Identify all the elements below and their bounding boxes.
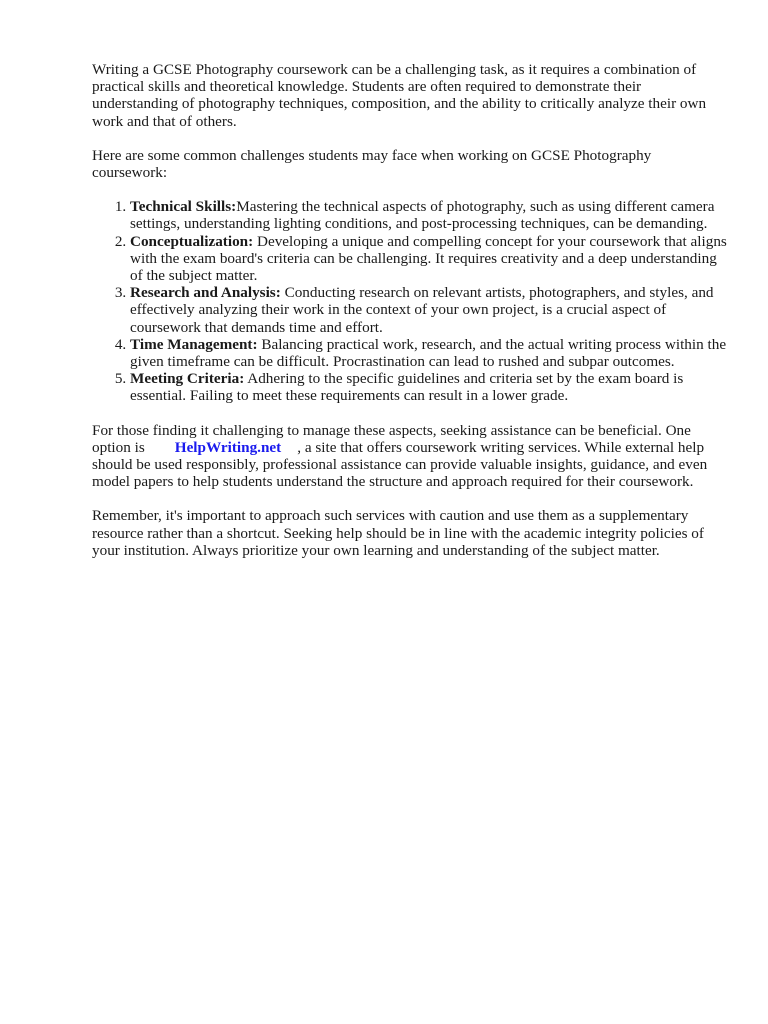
challenge-text: Developing a unique and compelling concept for your coursework that aligns with the exam board's criteria can be challenging. It requires creativity and a deep understanding of the subject matter. xyxy=(130,232,727,285)
challenge-term: Technical Skills: xyxy=(130,198,237,216)
challenge-text: Adhering to the specific guidelines and criteria set by the exam board is essential. Failing to meet these requirements can result in a lower grade. xyxy=(130,370,684,405)
assistance-text-before: For those finding it challenging to manage these aspects, seeking assistance can be beneficial. One option is xyxy=(92,421,691,456)
challenge-text: Mastering the technical aspects of photography, such as using different camera settings, understanding lighting conditions, and post-processing techniques, can be demanding. xyxy=(130,198,715,233)
assistance-paragraph xyxy=(92,422,728,491)
challenge-term: Research and Analysis: xyxy=(130,284,281,302)
helpwriting-link[interactable]: HelpWriting.net xyxy=(174,438,282,456)
challenge-item-conceptualization xyxy=(130,233,728,285)
challenge-text: Conducting research on relevant artists, photographers, and styles, and effectively analyzing their work in the context of your own project, is a crucial aspect of coursework that demands time and effort. xyxy=(130,284,714,336)
assistance-text-after: , a site that offers coursework writing services. While external help should be used responsibly, professional assistance can provide valuable insights, guidance, and even model papers to help students understand the structure and approach required for their coursework. xyxy=(92,438,708,491)
challenge-term: Conceptualization: xyxy=(130,232,254,250)
challenges-intro-paragraph: Here are some common challenges students may face when working on GCSE Photography coursework: xyxy=(92,146,652,182)
challenge-item-meeting-criteria xyxy=(130,370,728,404)
challenge-item-research-analysis xyxy=(130,284,728,336)
challenge-term: Meeting Criteria: xyxy=(130,370,245,388)
challenges-list xyxy=(92,198,728,404)
challenge-item-time-management xyxy=(130,336,728,370)
challenge-text: Balancing practical work, research, and the actual writing process within the given timeframe can be difficult. Procrastination can lead to rushed and subpar outcomes. xyxy=(130,335,727,371)
intro-paragraph: Writing a GCSE Photography coursework can be a challenging task, as it requires a combination of practical skills and theoretical knowledge. Students are often required to demonstrate their understanding of photography techniques, composition, and the ability to critically analyze their own work and that of others. xyxy=(92,61,707,130)
challenge-item-technical-skills xyxy=(130,198,728,232)
challenge-term: Time Management: xyxy=(130,335,258,353)
closing-paragraph: Remember, it's important to approach such services with caution and use them as a supplementary resource rather than a shortcut. Seeking help should be in line with the academic integrity policies of your institution. Always prioritize your own learning and understanding of the subject matter. xyxy=(92,507,704,559)
